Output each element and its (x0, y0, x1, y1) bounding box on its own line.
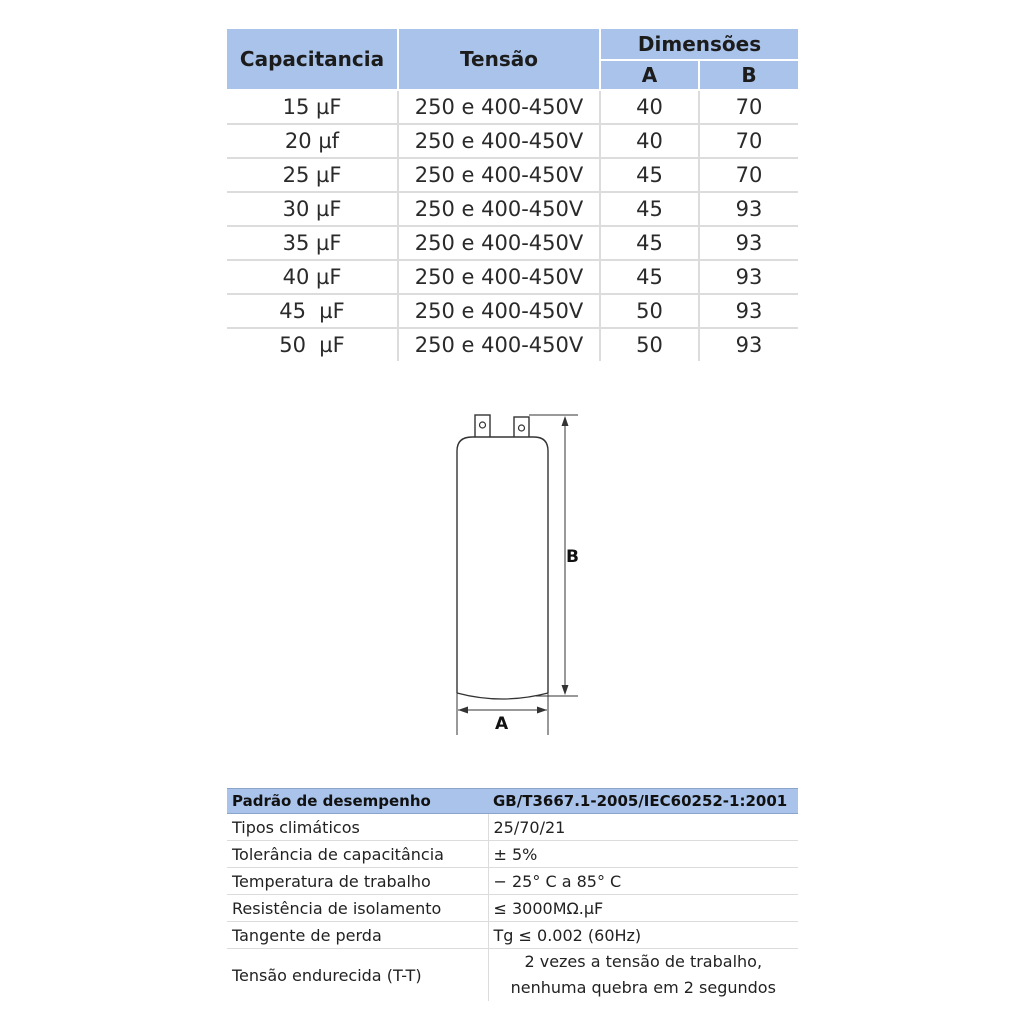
table-row (227, 895, 798, 922)
dim-a-cell: 40 (600, 90, 699, 124)
property-label: Temperatura de trabalho (227, 868, 488, 895)
property-value-line: nenhuma quebra em 2 segundos (510, 978, 776, 997)
performance-header-label: Padrão de desempenho (227, 789, 488, 814)
dim-a-cell: 50 (600, 294, 699, 328)
table-row (227, 124, 798, 158)
capacitance-cell: 50 µF (227, 328, 398, 361)
dim-b-cell: 70 (699, 158, 798, 192)
capacitance-cell: 30 µF (227, 192, 398, 226)
capacitance-cell: 25 µF (227, 158, 398, 192)
table-row (227, 260, 798, 294)
voltage-cell: 250 e 400-450V (398, 90, 600, 124)
capacitance-cell: 40 µF (227, 260, 398, 294)
table-row (227, 328, 798, 361)
table-row (227, 949, 798, 1002)
dimension-a-arrow (458, 707, 547, 714)
dim-b-cell: 93 (699, 226, 798, 260)
voltage-cell: 250 e 400-450V (398, 124, 600, 158)
dim-b-cell: 93 (735, 333, 763, 357)
dim-a-cell: 40 (600, 124, 699, 158)
dim-a-cell: 45 (600, 260, 699, 294)
table-row (227, 814, 798, 841)
table-row (227, 294, 798, 328)
property-value (488, 949, 798, 1002)
property-value: − 25° C a 85° C (488, 868, 798, 895)
table-row (227, 226, 798, 260)
property-value: 25/70/21 (488, 814, 798, 841)
capacitor-dimension-drawing (440, 405, 590, 740)
capacitor-spec-table (227, 29, 798, 361)
dim-b-cell: 70 (699, 124, 798, 158)
capacitor-top (457, 437, 548, 451)
voltage-cell: 250 e 400-450V (398, 192, 600, 226)
voltage-cell: 250 e 400-450V (398, 226, 600, 260)
header-capacitance: Capacitancia (227, 29, 398, 90)
property-label: Tangente de perda (227, 922, 488, 949)
header-dim-a: A (600, 60, 699, 90)
dim-b-cell: 93 (699, 192, 798, 226)
voltage-cell: 250 e 400-450V (398, 328, 600, 361)
dim-b-cell: 93 (699, 260, 798, 294)
dim-a-cell: 50 (600, 328, 699, 361)
property-label: Tolerância de capacitância (227, 841, 488, 868)
property-label: Tensão endurecida (T-T) (227, 949, 488, 1002)
table-row (227, 922, 798, 949)
dim-b-cell: 70 (699, 90, 798, 124)
property-label: Tipos climáticos (227, 814, 488, 841)
property-label: Resistência de isolamento (227, 895, 488, 922)
table-row (227, 841, 798, 868)
performance-header-value: GB/T3667.1-2005/IEC60252-1:2001 (488, 789, 798, 814)
dim-a-cell: 45 (600, 226, 699, 260)
dimension-b-label: B (566, 547, 579, 567)
property-value: ≤ 3000MΩ.µF (488, 895, 798, 922)
table-row (227, 868, 798, 895)
performance-table (227, 788, 798, 1001)
capacitor-body (457, 451, 548, 693)
voltage-cell: 250 e 400-450V (398, 294, 600, 328)
voltage-cell: 250 e 400-450V (398, 158, 600, 192)
dim-a-cell: 45 (600, 192, 699, 226)
capacitor-bottom (457, 693, 548, 699)
header-dim-b: B (699, 60, 798, 90)
capacitance-cell: 20 µf (227, 124, 398, 158)
property-value: ± 5% (488, 841, 798, 868)
dim-a-cell: 45 (600, 158, 699, 192)
property-value-line: 2 vezes a tensão de trabalho, (524, 952, 763, 971)
table-row (227, 192, 798, 226)
property-value: Tg ≤ 0.002 (60Hz) (488, 922, 798, 949)
table-row (227, 90, 798, 124)
dim-b-cell: 93 (699, 294, 798, 328)
table-row (227, 158, 798, 192)
header-dimensions: Dimensões (600, 29, 798, 60)
voltage-cell: 250 e 400-450V (398, 260, 600, 294)
header-voltage: Tensão (398, 29, 600, 90)
capacitance-cell: 45 µF (227, 294, 398, 328)
capacitance-cell: 35 µF (227, 226, 398, 260)
dimension-a-label: A (495, 714, 509, 734)
capacitance-cell: 15 µF (227, 90, 398, 124)
